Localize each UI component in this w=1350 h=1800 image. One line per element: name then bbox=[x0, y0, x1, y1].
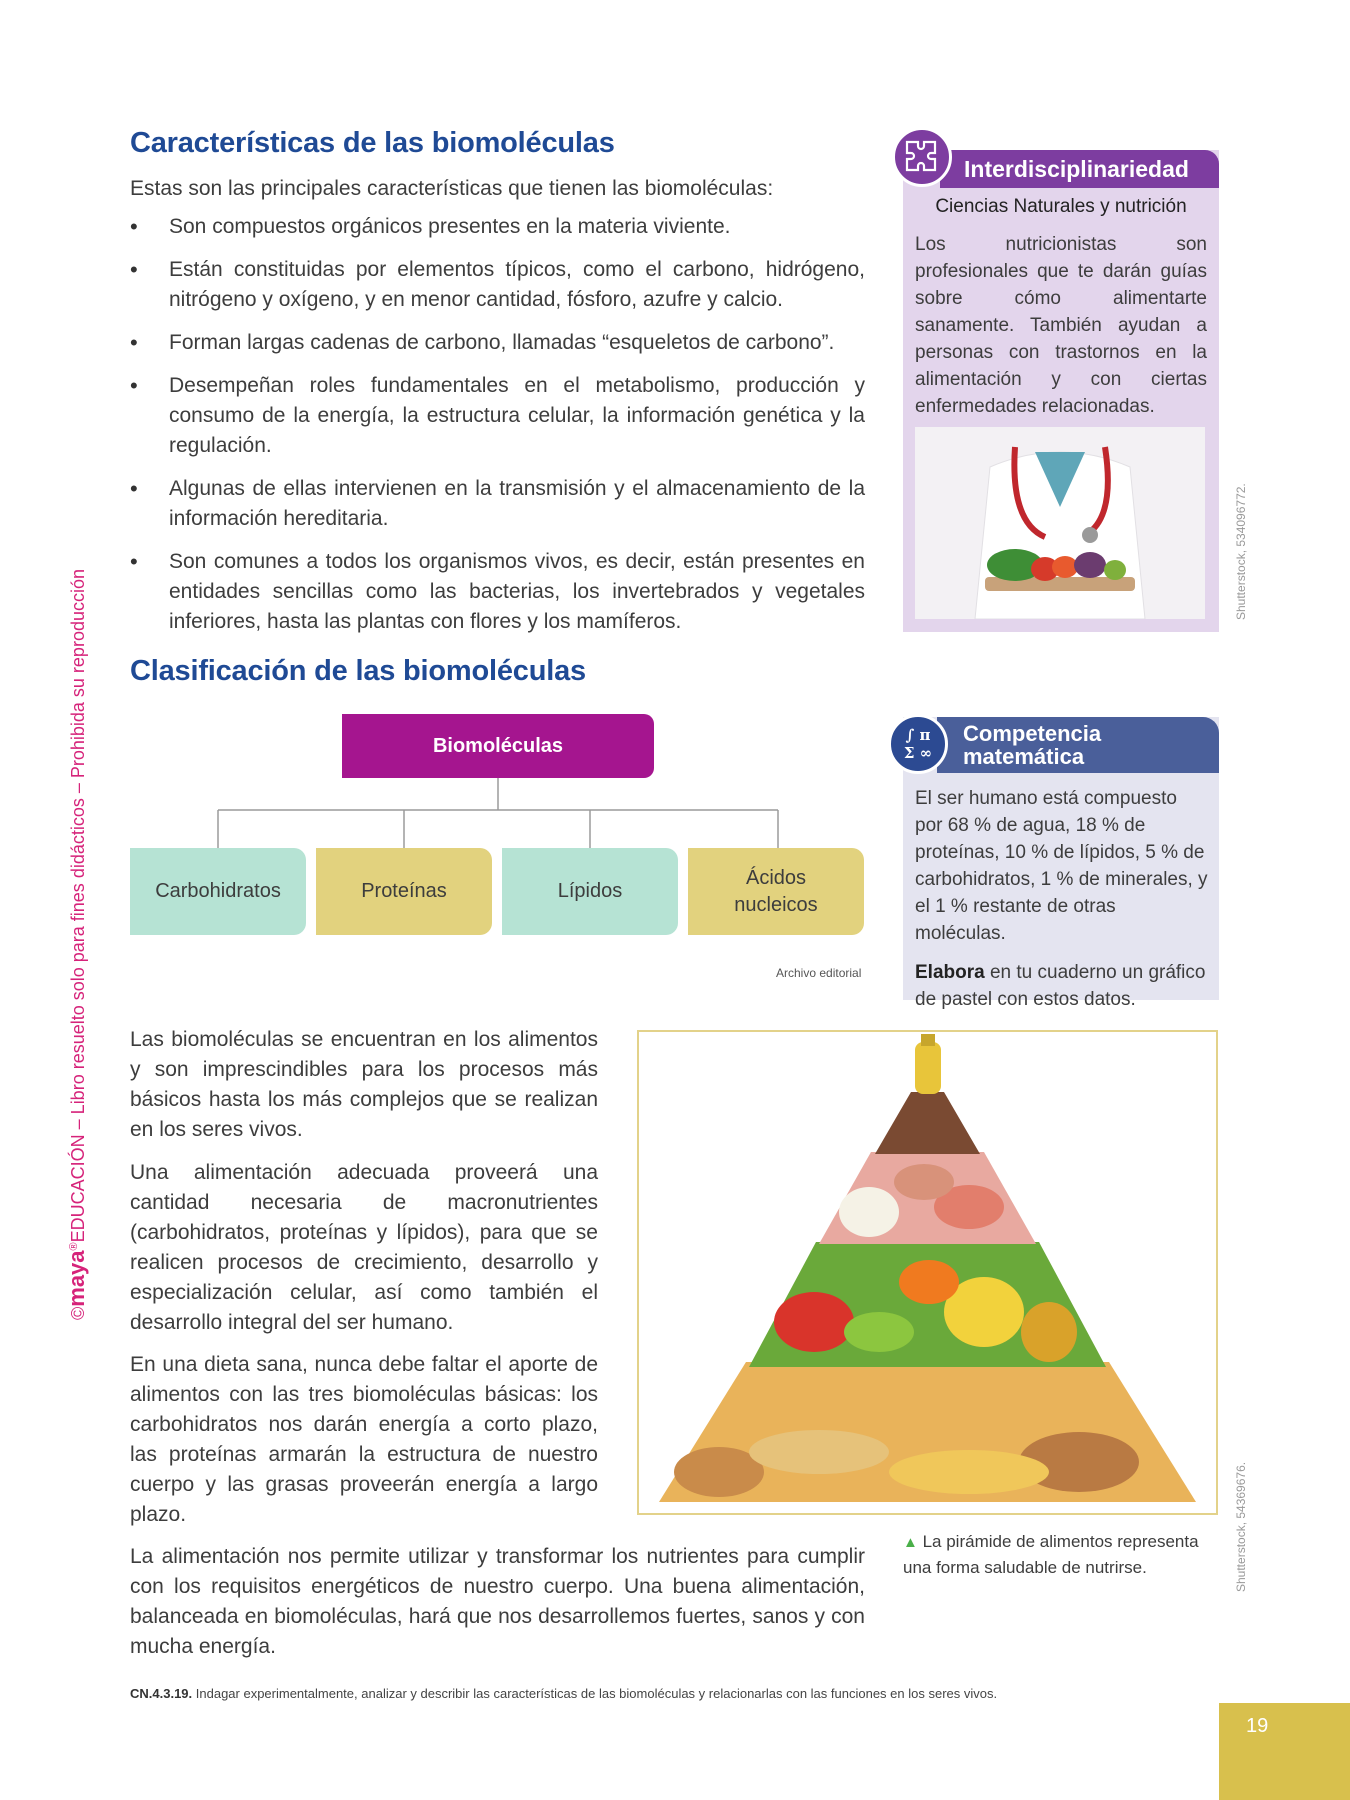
doctor-image-credit: Shutterstock, 534096772. bbox=[1234, 483, 1248, 620]
pyramid-caption bbox=[903, 1529, 1203, 1580]
characteristics-title: Características de las biomoléculas bbox=[130, 127, 615, 159]
curriculum-note bbox=[130, 1686, 997, 1701]
paragraph-4: La alimentación nos permite utilizar y transformar los nutrientes para cumplir con los requisitos energéticos de nuestro cuerpo. Una buena alimentación, balanceada en biomoléculas, hará que nos desarrollemos fuertes, sanos y con mucha energía. bbox=[130, 1545, 865, 1658]
copyright-symbol: © bbox=[68, 1306, 88, 1320]
list-item: • Desempeñan roles fundamentales en el metabolismo, producción y consumo de la energía, la estructura celular, la información genética y la regulación. bbox=[130, 371, 865, 461]
page-number: 19 bbox=[1246, 1715, 1269, 1737]
list-item: • Son comunes a todos los organismos vivos, es decir, están presentes en entidades sencillas como las bacterias, los invertebrados y vegetales inferiores, hasta las plantas con flores y los mamíferos. bbox=[130, 547, 865, 637]
brand-logo-text: maya bbox=[64, 1250, 89, 1307]
registered-symbol: ® bbox=[68, 1242, 80, 1251]
diagram-node-lipids: Lípidos bbox=[502, 848, 678, 935]
math-symbols-icon bbox=[888, 714, 948, 774]
list-item: • Algunas de ellas intervienen en la transmisión y el almacenamiento de la información hereditaria. bbox=[130, 474, 865, 534]
list-item: • Están constituidas por elementos típicos, como el carbono, hidrógeno, nitrógeno y oxígeno, y en menor cantidad, fósforo, azufre y calcio. bbox=[130, 255, 865, 315]
interdisciplinary-subtitle: Ciencias Naturales y nutrición bbox=[935, 196, 1187, 217]
characteristics-intro: Estas son las principales características que tienen las biomoléculas: bbox=[130, 177, 774, 200]
math-task bbox=[915, 959, 1209, 1013]
vertical-copyright-notice bbox=[54, 460, 94, 1320]
math-competence-title bbox=[937, 717, 1219, 773]
caption-triangle-icon: ▲ bbox=[903, 1534, 918, 1551]
pyramid-image-credit: Shutterstock, 54369676. bbox=[1234, 1461, 1248, 1592]
math-icon-glyphs: ∫ π Σ ∞ bbox=[903, 726, 933, 762]
puzzle-icon bbox=[892, 127, 952, 187]
copyright-text: EDUCACIÓN – Libro resuelto solo para fines didácticos – Prohibida su reproducción bbox=[68, 569, 88, 1243]
list-item: • Forman largas cadenas de carbono, llamadas “esqueletos de carbono”. bbox=[130, 328, 865, 358]
pyramid-caption-text: La pirámide de alimentos representa una forma saludable de nutrirse. bbox=[903, 1532, 1199, 1577]
list-item: • Son compuestos orgánicos presentes en la materia viviente. bbox=[130, 212, 865, 242]
diagram-node-nucleic-acids: Ácidos nucleicos bbox=[688, 848, 864, 935]
paragraph-1: Las biomoléculas se encuentran en los alimentos y son imprescindibles para los procesos más básicos hasta los más complejos que se realizan en los seres vivos. bbox=[130, 1028, 598, 1141]
curriculum-code: CN.4.3.19. bbox=[130, 1686, 193, 1701]
interdisciplinary-text: Los nutricionistas son profesionales que te darán guías sobre cómo alimentarte sanamente. También ayudan a personas con trastornos en la alimentación y con ciertas enfermedades relacionadas. bbox=[915, 234, 1207, 417]
nutritionist-image bbox=[915, 427, 1205, 619]
classification-title: Clasificación de las biomoléculas bbox=[130, 655, 586, 687]
characteristics-list bbox=[130, 212, 865, 650]
math-title-line2: matemática bbox=[963, 744, 1085, 769]
food-pyramid-image bbox=[637, 1030, 1218, 1515]
diagram-credit: Archivo editorial bbox=[776, 966, 862, 980]
diagram-node-proteins: Proteínas bbox=[316, 848, 492, 935]
curriculum-text: Indagar experimentalmente, analizar y describir las características de las biomoléculas y relacionarlas con las funciones en los seres vivos. bbox=[192, 1686, 998, 1701]
paragraph-2: Una alimentación adecuada proveerá una cantidad necesaria de macronutrientes (carbohidratos, proteínas y lípidos), para que se realicen procesos de crecimiento, desarrollo y especialización celular, así como también el desarrollo integral del ser humano. bbox=[130, 1161, 598, 1334]
math-title-line1: Competencia bbox=[963, 721, 1102, 746]
math-task-rest: en tu cuaderno un gráfico de pastel con estos datos. bbox=[915, 962, 1206, 1010]
diagram-root-node: Biomoléculas bbox=[342, 714, 654, 778]
math-competence-text bbox=[915, 785, 1209, 1013]
math-fact: El ser humano está compuesto por 68 % de agua, 18 % de proteínas, 10 % de lípidos, 5 % de carbohidratos, 1 % de minerales, y el 1 % restante de otras moléculas. bbox=[915, 788, 1208, 944]
diagram-connectors bbox=[130, 778, 870, 848]
interdisciplinary-title: Interdisciplinariedad bbox=[940, 150, 1219, 188]
diagram-node-carbohydrates: Carbohidratos bbox=[130, 848, 306, 935]
page-number-tab bbox=[1219, 1703, 1350, 1800]
math-task-verb: Elabora bbox=[915, 962, 985, 983]
paragraph-3: En una dieta sana, nunca debe faltar el aporte de alimentos con las tres biomoléculas básicas: los carbohidratos nos darán energía a corto plazo, las proteínas armarán la estructura de nuestro cuerpo y las grasas proveerán energía a largo plazo. bbox=[130, 1353, 598, 1526]
